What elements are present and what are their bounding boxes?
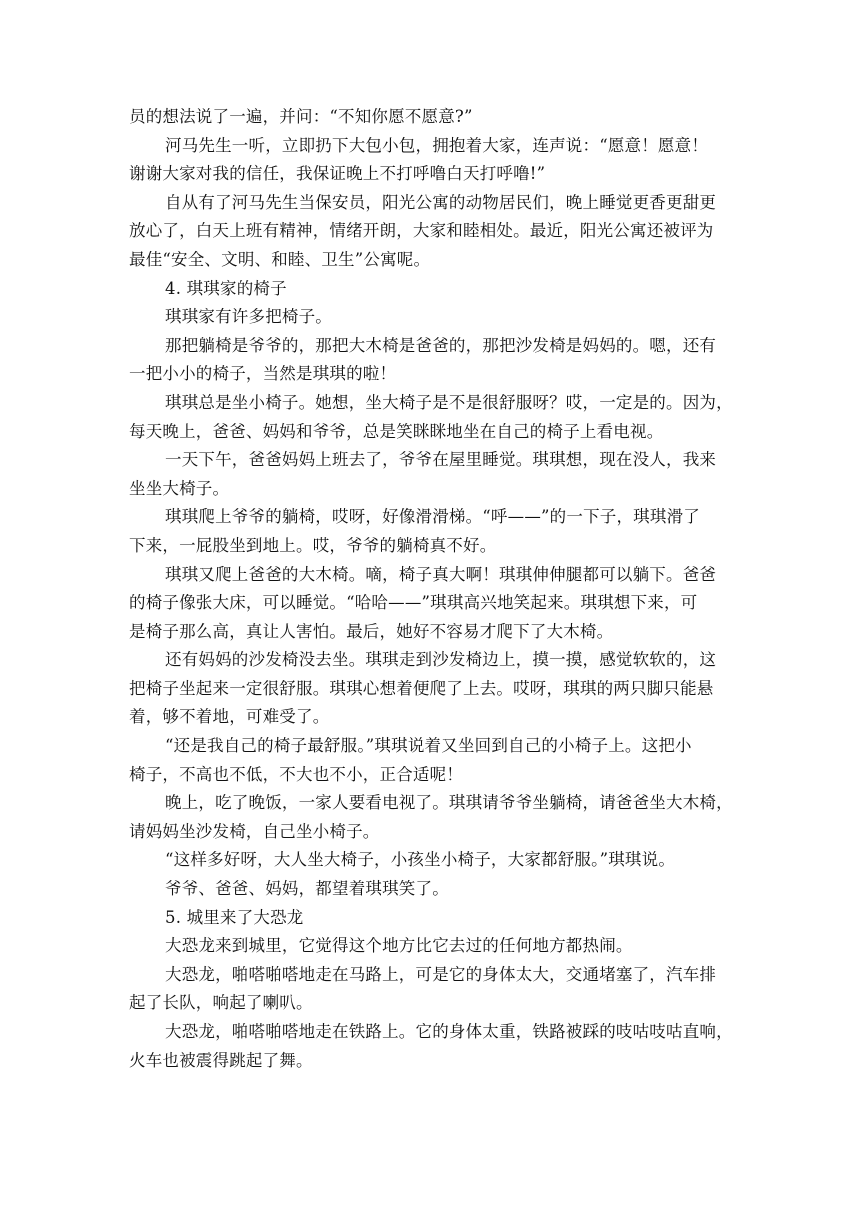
- text-line-28: 爷爷、爸爸、妈妈，都望着琪琪笑了。: [165, 879, 449, 899]
- text-line-4: 自从有了河马先生当保安员，阳光公寓的动物居民们，晚上睡觉更香更甜更: [165, 192, 717, 212]
- text-line-23: “还是我自己的椅子最舒服。”琪琪说着又坐回到自己的小椅子上。这把小: [165, 736, 692, 756]
- text-line-26: 请妈妈坐沙发椅，自己坐小椅子。: [129, 821, 380, 841]
- document-body: [129, 103, 734, 1075]
- text-line-21: 把椅子坐起来一定很舒服。琪琪心想着便爬了上去。哎呀，琪琪的两只脚只能悬: [129, 678, 714, 698]
- text-line-18: 的椅子像张大床，可以睡觉。“哈哈——”琪琪高兴地笑起来。琪琪想下来，可: [129, 593, 698, 613]
- section-heading-4: 4. 琪琪家的椅子: [165, 278, 287, 298]
- text-line-30: 大恐龙来到城里，它觉得这个地方比它去过的任何地方都热闹。: [165, 936, 633, 956]
- text-line-9: 那把躺椅是爷爷的，那把大木椅是爸爸的，那把沙发椅是妈妈的。嗯，还有: [165, 335, 717, 355]
- text-line-20: 还有妈妈的沙发椅没去坐。琪琪走到沙发椅边上，摸一摸，感觉软软的，这: [165, 650, 717, 670]
- text-line-3: 谢谢大家对我的信任，我保证晚上不打呼噜白天打呼噜!”: [129, 164, 546, 184]
- text-line-15: 琪琪爬上爷爷的躺椅，哎呀，好像滑滑梯。“呼——”的一下子，琪琪滑了: [165, 507, 700, 527]
- text-line-22: 着，够不着地，可难受了。: [129, 707, 330, 727]
- text-line-19: 是椅子那么高，真让人害怕。最后，她好不容易才爬下了大木椅。: [129, 621, 614, 641]
- text-line-2: 河马先生一听，立即扔下大包小包，拥抱着大家，连声说：“愿意！愿意！: [165, 135, 709, 155]
- text-line-17: 琪琪又爬上爸爸的大木椅。嘀，椅子真大啊！琪琪伸伸腿都可以躺下。爸爸: [165, 564, 717, 584]
- text-line-13: 一天下午，爸爸妈妈上班去了，爷爷在屋里睡觉。琪琪想，现在没人，我来: [165, 450, 717, 470]
- text-line-1: 员的想法说了一遍，并问：“不知你愿不愿意?”: [129, 107, 473, 126]
- text-line-12: 每天晚上，爸爸、妈妈和爷爷，总是笑眯眯地坐在自己的椅子上看电视。: [129, 421, 664, 441]
- text-line-14: 坐坐大椅子。: [129, 478, 230, 498]
- text-line-10: 一把小小的椅子，当然是琪琪的啦！: [129, 364, 397, 384]
- text-line-33: 大恐龙，啪嗒啪嗒地走在铁路上。它的身体太重，铁路被踩的吱咕吱咕直响，: [165, 1022, 733, 1041]
- text-line-31: 大恐龙，啪嗒啪嗒地走在马路上，可是它的身体太大，交通堵塞了，汽车排: [165, 964, 717, 984]
- text-line-27: “这样多好呀，大人坐大椅子，小孩坐小椅子，大家都舒服。”琪琪说。: [165, 850, 676, 870]
- text-line-34: 火车也被震得跳起了舞。: [129, 1050, 313, 1070]
- text-line-6: 最佳“安全、文明、和睦、卫生”公寓呢。: [129, 249, 431, 269]
- text-line-24: 椅子，不高也不低，不大也不小，正合适呢！: [129, 764, 463, 784]
- text-line-16: 下来，一屁股坐到地上。哎，爷爷的躺椅真不好。: [129, 535, 497, 555]
- text-line-32: 起了长队，响起了喇叭。: [129, 993, 313, 1013]
- text-line-25: 晚上，吃了晚饭，一家人要看电视了。琪琪请爷爷坐躺椅，请爸爸坐大木椅，: [165, 793, 733, 813]
- text-line-8: 琪琪家有许多把椅子。: [165, 307, 332, 327]
- section-heading-5: 5. 城里来了大恐龙: [165, 907, 304, 927]
- text-line-11: 琪琪总是坐小椅子。她想，坐大椅子是不是很舒服呀？哎，一定是的。因为，: [165, 392, 733, 412]
- text-line-5: 放心了，白天上班有精神，情绪开朗，大家和睦相处。最近，阳光公寓还被评为: [129, 221, 714, 241]
